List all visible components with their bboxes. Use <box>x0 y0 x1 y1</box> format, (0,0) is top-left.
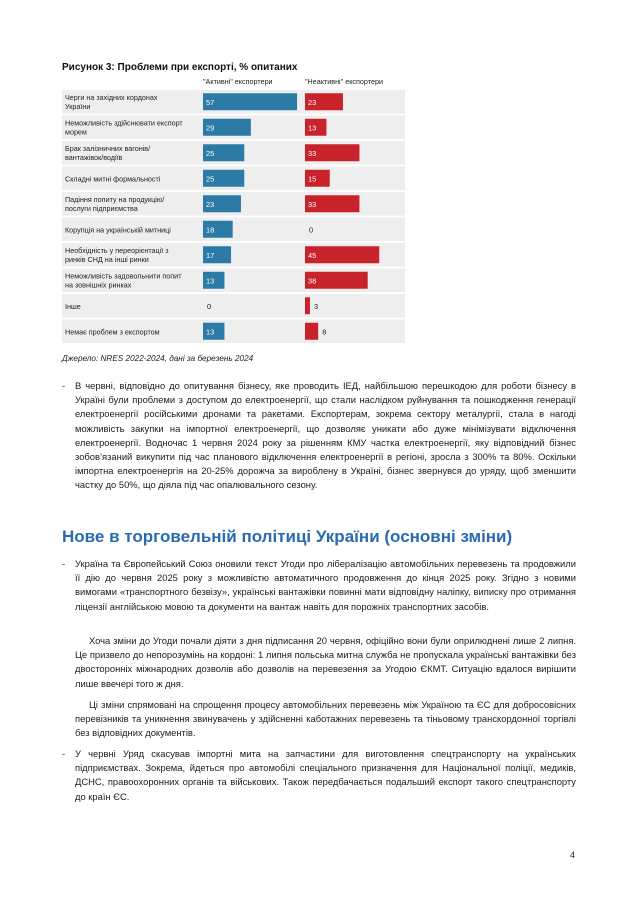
series-header-1: "Неактивні" експортери <box>305 77 383 86</box>
bar-value-label: 13 <box>206 327 215 337</box>
bar-value-label: 45 <box>308 250 317 260</box>
category-label: Неможливість здійснювати експорт <box>65 118 183 128</box>
paragraph-changes-purpose <box>62 698 576 741</box>
paragraph-agreement-dates-text: Хоча зміни до Угоди почали діяти з дня підписання 20 червня, офіційно вони були оприлюднені лише 2 липня. Це призвело до непорозумінь на кордоні: 1 липня польська митна служба не пропускала українські вантажівки без двосторонніх міжнародних дозволів або дозволів на перевезення за Угодою ЄКМТ. Ситуацію вдалося вирішити лише ввечері того ж дня. <box>75 635 576 689</box>
bar-value-label: 29 <box>206 123 215 133</box>
paragraph-agreement-dates <box>62 634 576 691</box>
bar-value-label: 33 <box>308 148 317 158</box>
bar-value-label: 25 <box>206 148 215 158</box>
bar-value-label: 13 <box>308 123 317 133</box>
category-label: Брак залізничних вагонів/ <box>65 143 151 153</box>
paragraph-import-duties <box>62 747 576 804</box>
bar-value-label: 13 <box>206 276 215 286</box>
category-label: Черги на західних кордонах <box>65 92 158 102</box>
category-label: Необхідність у переорієнтації з <box>65 245 169 255</box>
bar-value-label: 38 <box>308 276 317 286</box>
category-label: України <box>65 101 91 111</box>
category-label: вантажівок/водіїв <box>65 152 123 162</box>
bullet-dash: - <box>62 558 66 569</box>
bar-value-label: 57 <box>206 97 215 107</box>
category-label: ринків СНД на інші ринки <box>65 254 149 264</box>
bar-inactive <box>305 323 318 340</box>
figure-title: Рисунок 3: Проблеми при експорті, % опитаних <box>62 62 298 73</box>
paragraph-transport-visa <box>62 557 576 614</box>
bar-value-label: 15 <box>308 174 317 184</box>
bar-inactive <box>305 297 310 314</box>
page-number: 4 <box>570 850 576 860</box>
category-label: морем <box>65 127 87 137</box>
bullet-dash: - <box>62 748 66 759</box>
paragraph-electricity-text: В червні, відповідно до опитування бізнесу, яке проводить ІЕД, найбільшою перешкодою для роботи бізнесу в Україні були проблеми з доступом до електроенергії, що стали наслідком руйнування та пошкодження генерації електроенергії російськими дронами та ракетами. Експортерам, зокрема сектору металургії, стала в нагоді можливість закупки на імпортної електроенергії, що дозволяє уникати або дуже мінімізувати відключення електроенергії. Водночас 1 червня 2024 року за рішенням КМУ частка електроенергії, яку відповідний бізнес зобов’язаний викупити під час планового відключення електроенергії в регіоні, зросла з 300% та 80%. Оскільки імпортна електроенергія на 20-25% дорожча за вироблену в Україні, бізнес звернувся до уряду, щоб зменшити частку до 50%, що діяла під час опалювального сезону. <box>75 380 576 491</box>
category-label: Корупція на українській митниці <box>65 225 171 235</box>
bar-value-label: 33 <box>308 199 317 209</box>
bar-value-label: 23 <box>206 199 215 209</box>
bar-chart <box>62 76 407 344</box>
category-label: Немає проблем з експортом <box>65 327 160 337</box>
series-header-0: "Активні" експортери <box>203 77 273 86</box>
section-heading: Нове в торговельній політиці України (основні зміни) <box>62 527 513 546</box>
paragraph-electricity <box>62 379 576 493</box>
category-label: на зовнішніх ринках <box>65 280 132 290</box>
category-label: Падіння попиту на продукцію/ <box>65 194 165 204</box>
bar-active <box>203 93 297 110</box>
category-label: Складні митні формальності <box>65 174 161 184</box>
category-label: Неможливість задовольнити попит <box>65 271 182 281</box>
bar-value-label: 23 <box>308 97 317 107</box>
category-label: Інше <box>65 301 81 311</box>
figure-source: Джерело: NRES 2022-2024, дані за березень 2024 <box>62 354 254 363</box>
bar-value-label: 0 <box>207 301 212 311</box>
bar-value-label: 0 <box>309 225 314 235</box>
paragraph-import-duties-text: У червні Уряд скасував імпортні мита на запчастини для виготовлення спецтранспорту на українських підприємствах. Зокрема, йдеться про автомобілі спеціального призначення для Національної поліції, медиків, ДСНС, правоохоронних органів та військових. Також передбачається подальший експорт такого спецтранспорту до країн ЄС. <box>75 748 576 802</box>
row-background <box>62 294 405 318</box>
bar-value-label: 3 <box>313 301 319 311</box>
bar-value-label: 17 <box>206 250 215 260</box>
category-label: послуги підприємства <box>65 203 138 213</box>
bar-value-label: 25 <box>206 174 215 184</box>
paragraph-transport-visa-text: Україна та Європейський Союз оновили текст Угоди про лібералізацію автомобільних перевезень та продовжили її дію до червня 2025 року з можливістю автоматичного продовження до кінця 2025 року. Згідно з новими вимогами «транспортного безвізу», українські вантажівки повинні мати відповідну наліпку, виписку про отримання ліцензії англійською мовою та документи на вантаж навіть для порожніх транспортних засобів. <box>75 558 576 612</box>
bar-value-label: 8 <box>322 327 327 337</box>
bar-value-label: 18 <box>206 225 215 235</box>
paragraph-changes-purpose-text: Ці зміни спрямовані на спрощення процесу автомобільних перевезень між Україною та ЄС для добросовісних перевізників та уникнення звинувачень у здійсненні каботажних перевезень та тіньовому транскордонної торгівлі без відповідних документів. <box>75 699 576 739</box>
bullet-dash: - <box>62 380 66 391</box>
